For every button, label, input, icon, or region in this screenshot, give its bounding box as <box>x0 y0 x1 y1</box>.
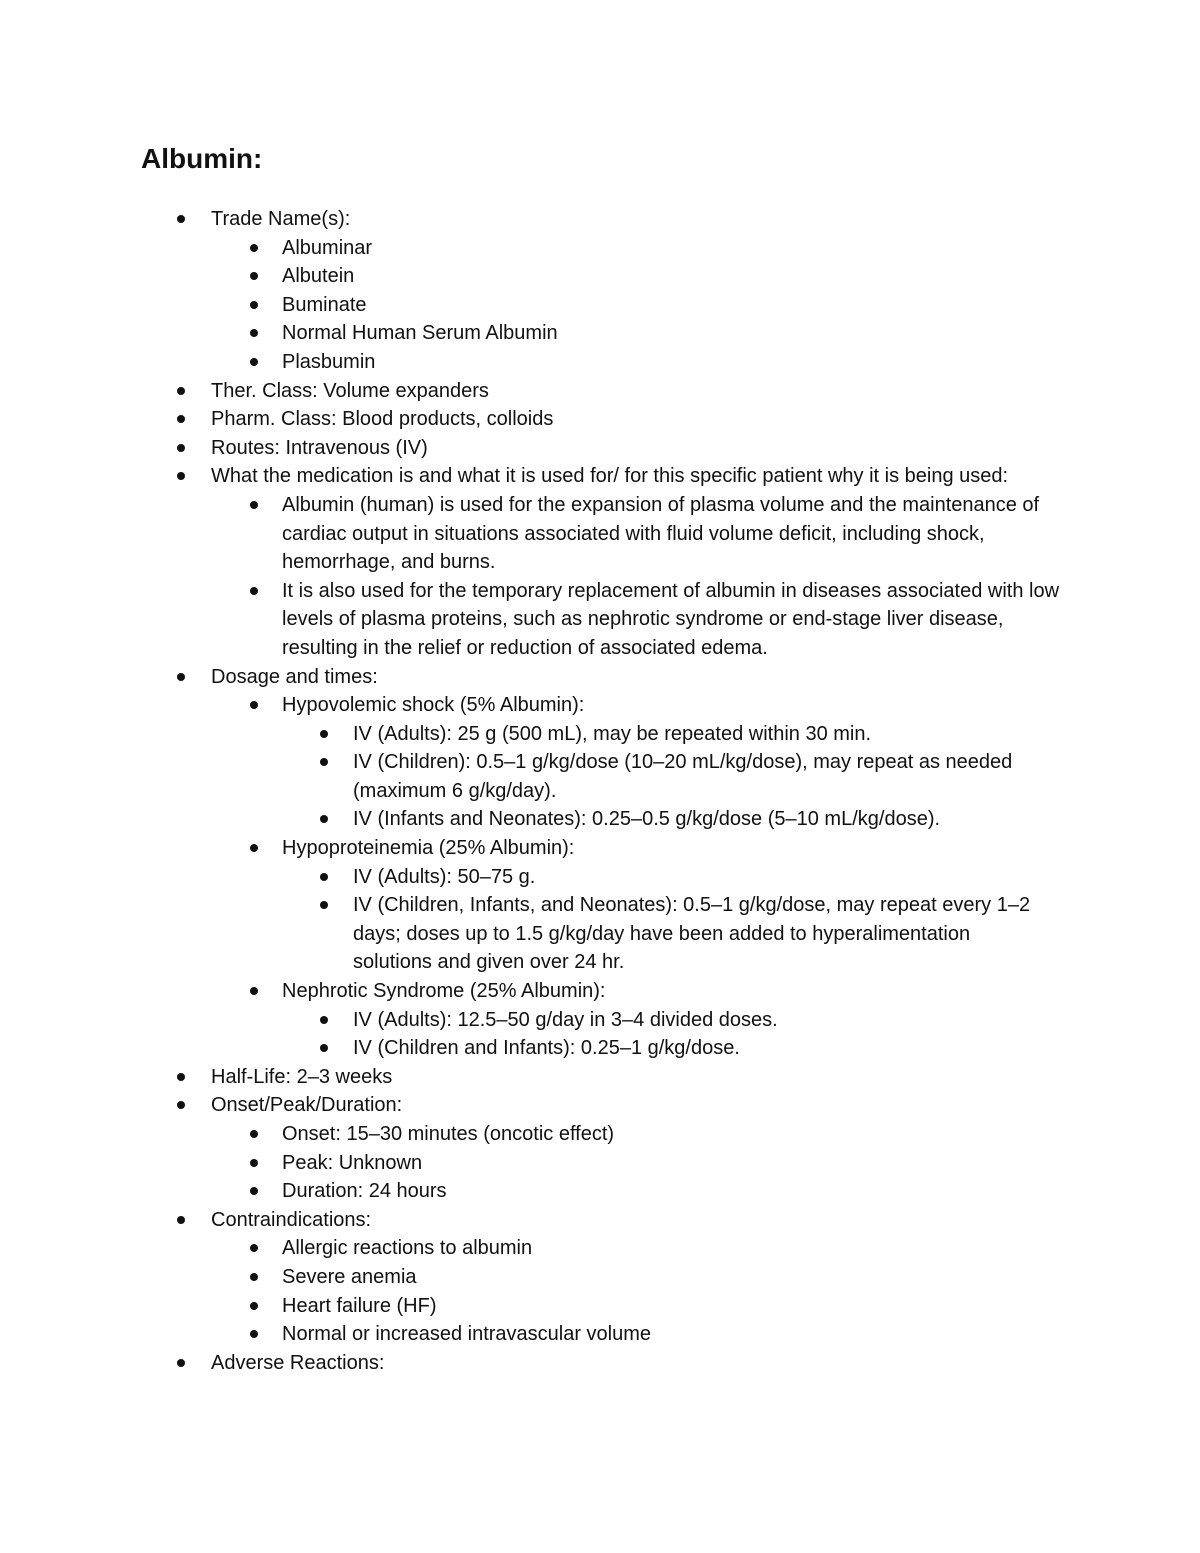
list-item <box>0 291 1062 320</box>
bullet-icon <box>177 472 185 480</box>
bullet-icon <box>320 1044 328 1052</box>
list-item-text: Routes: Intravenous (IV) <box>211 436 428 459</box>
list-item-text: Ther. Class: Volume expanders <box>211 379 489 402</box>
bullet-icon <box>250 701 258 709</box>
list-item <box>0 1120 1062 1149</box>
list-item <box>0 863 1053 892</box>
bulleted-list <box>0 205 1200 1377</box>
list-item-text: Severe anemia <box>282 1265 417 1288</box>
list-item-text: IV (Children): 0.5–1 g/kg/dose (10–20 mL/kg/dose), may repeat as needed (maximum 6 g/kg/day). <box>353 751 1013 802</box>
list-item <box>0 663 1021 692</box>
list-item <box>0 434 1021 463</box>
list-item-text: Trade Name(s): <box>211 208 351 230</box>
bullet-icon <box>250 1273 258 1281</box>
bullet-icon <box>250 1130 258 1138</box>
bullet-icon <box>320 758 328 766</box>
list-item <box>0 1234 1062 1263</box>
bullet-icon <box>250 987 258 995</box>
list-item-text: Hypovolemic shock (5% Albumin): <box>282 694 585 717</box>
list-item-text: Hypoproteinemia (25% Albumin): <box>282 837 575 860</box>
list-item-text: Normal or increased intravascular volume <box>282 1323 652 1346</box>
bullet-icon <box>250 1187 258 1195</box>
list-item <box>0 1149 1062 1178</box>
list-item <box>0 805 1053 834</box>
list-item <box>0 491 1062 577</box>
bullet-icon <box>320 815 328 823</box>
bullet-icon <box>320 873 328 881</box>
list-item-text: Heart failure (HF) <box>282 1294 437 1317</box>
list-item-text: Allergic reactions to albumin <box>282 1237 533 1260</box>
list-item-text: Nephrotic Syndrome (25% Albumin): <box>282 980 606 1003</box>
list-item <box>0 1091 1021 1120</box>
list-item <box>0 891 1053 977</box>
list-item <box>0 720 1053 749</box>
bullet-icon <box>177 215 185 223</box>
list-item-text: Duration: 24 hours <box>282 1180 447 1203</box>
list-item <box>0 205 1021 234</box>
list-item <box>0 577 1062 663</box>
bullet-icon <box>250 244 258 252</box>
list-item <box>0 462 1021 491</box>
list-item-text: Albuminar <box>282 236 373 259</box>
list-item-text: Albumin (human) is used for the expansion of plasma volume and the maintenance of cardiac output in situations associated with fluid volume deficit, including shock, hemorrhage, and burns. <box>282 493 1040 574</box>
list-item-text: Pharm. Class: Blood products, colloids <box>211 408 554 431</box>
bullet-icon <box>250 1244 258 1252</box>
list-item <box>0 319 1062 348</box>
page-title: Albumin: <box>141 143 263 174</box>
bullet-icon <box>250 844 258 852</box>
list-item-text: Dosage and times: <box>211 665 378 688</box>
list-item <box>0 1063 1021 1092</box>
list-item <box>0 405 1021 434</box>
list-item <box>0 377 1021 406</box>
list-item <box>0 1206 1021 1235</box>
list-item-text: IV (Adults): 12.5–50 g/day in 3–4 divided doses. <box>353 1008 778 1031</box>
list-item-text: IV (Adults): 50–75 g. <box>353 865 536 888</box>
list-item <box>0 977 1062 1006</box>
list-item <box>0 1349 1021 1378</box>
list-item <box>0 748 1053 805</box>
list-item <box>0 262 1062 291</box>
list-item-text: It is also used for the temporary replacement of albumin in diseases associated with low levels of plasma proteins, such as nephrotic syndrome or end-stage liver disease, resulting in the relief or reduction of associated edema. <box>282 579 1060 659</box>
bullet-icon <box>250 301 258 309</box>
bullet-icon <box>177 1359 185 1367</box>
list-item-text: IV (Children, Infants, and Neonates): 0.5–1 g/kg/dose, may repeat every 1–2 days; doses up to 1.5 g/kg/day have been added to hyperalimentation solutions and given over 24 hr. <box>353 894 1031 974</box>
list-item <box>0 1292 1062 1321</box>
bullet-icon <box>177 1101 185 1109</box>
bullet-icon <box>250 587 258 595</box>
list-item-text: Half-Life: 2–3 weeks <box>211 1065 393 1088</box>
list-item-text: Normal Human Serum Albumin <box>282 322 558 345</box>
bullet-icon <box>177 415 185 423</box>
list-item-text: IV (Adults): 25 g (500 mL), may be repeated within 30 min. <box>353 722 872 745</box>
list-item-text: IV (Children and Infants): 0.25–1 g/kg/dose. <box>353 1037 740 1060</box>
bullet-icon <box>250 1330 258 1338</box>
bullet-icon <box>250 358 258 366</box>
list-item-text: Onset/Peak/Duration: <box>211 1094 403 1117</box>
list-item <box>0 1006 1053 1035</box>
bullet-icon <box>250 272 258 280</box>
bullet-icon <box>177 1073 185 1081</box>
bullet-icon <box>250 1159 258 1167</box>
list-item-text: What the medication is and what it is used for/ for this specific patient why it is being used: <box>211 465 1009 488</box>
list-item-text: Albutein <box>282 265 355 288</box>
bullet-icon <box>320 1016 328 1024</box>
list-item <box>0 1263 1062 1292</box>
list-item-text: Plasbumin <box>282 350 376 373</box>
list-item-text: Onset: 15–30 minutes (oncotic effect) <box>282 1123 615 1145</box>
list-item <box>0 1034 1053 1063</box>
bullet-icon <box>320 901 328 909</box>
bullet-icon <box>250 1302 258 1310</box>
list-item <box>0 1320 1062 1349</box>
list-item <box>0 691 1062 720</box>
list-item <box>0 234 1062 263</box>
list-item-text: IV (Infants and Neonates): 0.25–0.5 g/kg/dose (5–10 mL/kg/dose). <box>353 808 941 831</box>
list-item <box>0 1177 1062 1206</box>
bullet-icon <box>177 444 185 452</box>
bullet-icon <box>177 673 185 681</box>
bullet-icon <box>250 329 258 337</box>
bullet-icon <box>250 501 258 509</box>
list-item <box>0 834 1062 863</box>
list-item-text: Contraindications: <box>211 1208 372 1231</box>
list-item <box>0 348 1062 377</box>
list-item-text: Peak: Unknown <box>282 1151 423 1174</box>
list-item-text: Buminate <box>282 293 367 316</box>
bullet-icon <box>320 730 328 738</box>
list-item-text: Adverse Reactions: <box>211 1351 385 1374</box>
bullet-icon <box>177 1216 185 1224</box>
bullet-icon <box>177 387 185 395</box>
